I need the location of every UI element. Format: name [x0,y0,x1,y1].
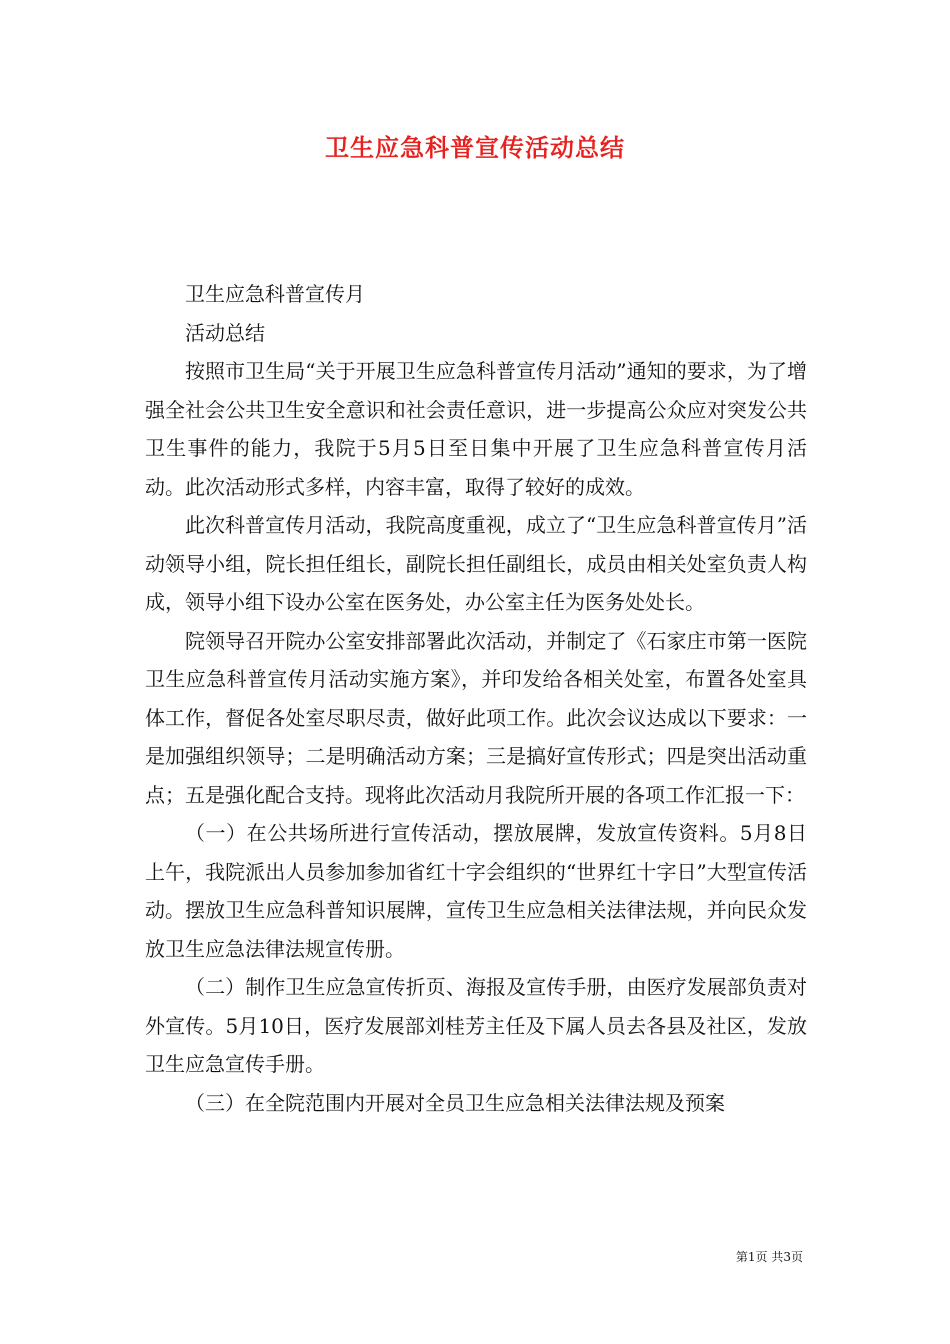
paragraph: 此次科普宣传月活动，我院高度重视，成立了“卫生应急科普宣传月”活动领导小组，院长担任组长，副院长担任副组长，成员由相关处室负责人构成，领导小组下设办公室在医务处，办公室主任为医务处处长。 [145,513,807,614]
paragraph-heading-2: 活动总结 [185,320,265,345]
document-body [145,275,807,1122]
paragraph: 院领导召开院办公室安排部署此次活动，并制定了《石家庄市第一医院卫生应急科普宣传月活动实施方案》，并印发给各相关处室，布置各处室具体工作，督促各处室尽职尽责，做好此项工作。此次会议达成以下要求：一是加强组织领导；二是明确活动方案；三是搞好宣传形式；四是突出活动重点；五是强化配合支持。现将此次活动月我院所开展的各项工作汇报一下： [145,628,807,807]
paragraph: （二）制作卫生应急宣传折页、海报及宣传手册，由医疗发展部负责对外宣传。5月10日，医疗发展部刘桂芳主任及下属人员去各县及社区，发放卫生应急宣传手册。 [145,975,807,1076]
paragraph-heading-1: 卫生应急科普宣传月 [185,282,365,306]
document-title: 卫生应急科普宣传活动总结 [325,133,625,162]
page-number: 第1页 共3页 [735,1250,803,1264]
paragraph: 按照市卫生局“关于开展卫生应急科普宣传月活动”通知的要求，为了增强全社会公共卫生安全意识和社会责任意识，进一步提高公众应对突发公共卫生事件的能力，我院于5月5日至日集中开展了卫生应急科普宣传月活动。此次活动形式多样，内容丰富，取得了较好的成效。 [145,359,807,499]
paragraph: （一）在公共场所进行宣传活动，摆放展牌，发放宣传资料。5月8日上午，我院派出人员参加参加省红十字会组织的“世界红十字日”大型宣传活动。摆放卫生应急科普知识展牌，宣传卫生应急相关法律法规，并向民众发放卫生应急法律法规宣传册。 [145,821,807,961]
paragraph: （三）在全院范围内开展对全员卫生应急相关法律法规及预案 [185,1090,725,1115]
